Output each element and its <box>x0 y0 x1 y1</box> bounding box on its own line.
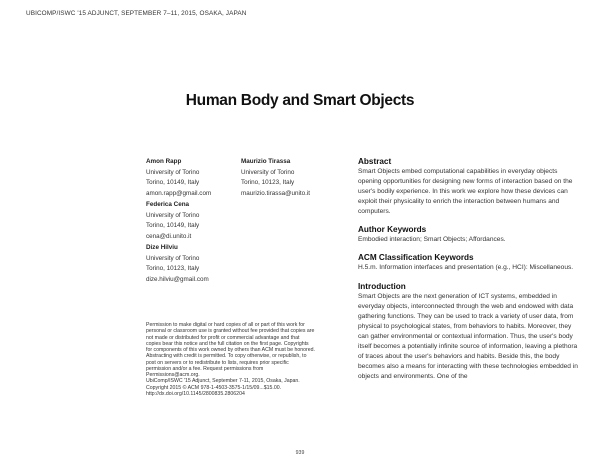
copyright-line: Copyright 2015 © ACM 978-1-4503-3575-1/15/09...$15.00. <box>146 384 282 391</box>
acm-classification-text: H.5.m. Information interfaces and presentation (e.g., HCI): Miscellaneous. <box>358 264 574 271</box>
copyright-line: http://dx.doi.org/10.1145/2800835.2806204 <box>146 390 245 397</box>
paper-title: Human Body and Smart Objects <box>185 92 415 109</box>
author-block <box>146 200 199 242</box>
author-name: Maurizio Tirassa <box>241 158 291 165</box>
copyright-notice <box>146 322 342 397</box>
introduction-text: Smart Objects are the next generation of ICT systems, embedded in everyday objects, interconnected through the web and endowed with data gathering functions. They can be used to track a variety of user data, from physical to psychological states, from behaviors to habits. Moreover, they can gather environmental or contextual information. Thus, the user's body itself becomes a potentially infinite source of information, leaving a plethora of traces about the user's behaviors and habits. Beside this, the body becomes also a means for interacting with these technologies embedded in objects and environments. One of the <box>358 293 578 380</box>
author-affiliation: University of Torino <box>146 211 200 219</box>
acm-classification-heading: ACM Classification Keywords <box>358 253 474 262</box>
copyright-line: for components of this work owned by others than ACM must be honored. <box>146 347 315 353</box>
copyright-line: UbiComp/ISWC '15 Adjunct, September 7-11, 2015, Osaka, Japan. <box>146 378 300 385</box>
author-email: dize.hilviu@gmail.com <box>146 275 209 283</box>
abstract-text: Smart Objects embed computational capabilities in everyday objects opening opportunities for designing new forms of interaction based on the user's bodily experience. In this work we explore how these devices can exploit their physicality to enrich the interaction between humans and computers. <box>358 168 573 215</box>
copyright-line: permission and/or a fee. Request permissions from <box>146 365 264 372</box>
page-number: 939 <box>295 450 305 456</box>
introduction-heading: Introduction <box>358 282 406 291</box>
author-name: Federica Cena <box>146 201 190 208</box>
author-block <box>241 157 310 199</box>
author-affiliation: University of Torino <box>146 168 200 176</box>
copyright-line: not made or distributed for profit or commercial advantage and that <box>146 334 300 341</box>
author-email: amon.rapp@gmail.com <box>146 189 212 197</box>
copyright-line: Abstracting with credit is permitted. To copy otherwise, or republish, to <box>146 353 307 360</box>
abstract-heading: Abstract <box>358 157 392 166</box>
author-address: Torino, 10123, Italy <box>146 265 200 273</box>
copyright-line: Permissions@acm.org. <box>146 372 200 378</box>
author-block <box>146 243 209 285</box>
author-address: Torino, 10123, Italy <box>241 179 295 187</box>
keywords-heading: Author Keywords <box>358 225 427 234</box>
author-block <box>146 157 211 199</box>
author-address: Torino, 10149, Italy <box>146 222 200 230</box>
author-name: Amon Rapp <box>146 158 182 165</box>
author-address: Torino, 10149, Italy <box>146 179 200 187</box>
running-header: UBICOMP/ISWC '15 ADJUNCT, SEPTEMBER 7–11, 2015, OSAKA, JAPAN <box>26 10 247 17</box>
author-email: maurizio.tirassa@unito.it <box>241 189 311 197</box>
author-name: Dize Hilviu <box>146 244 178 251</box>
copyright-line: copies bear this notice and the full citation on the first page. Copyrights <box>146 340 309 347</box>
keywords-text: Embodied interaction; Smart Objects; Affordances. <box>358 236 506 243</box>
author-affiliation: University of Torino <box>241 168 295 176</box>
right-column <box>358 157 580 382</box>
author-email: cena@di.unito.it <box>146 232 192 240</box>
author-affiliation: University of Torino <box>146 254 200 262</box>
copyright-line: personal or classroom use is granted without fee provided that copies are <box>146 328 315 335</box>
copyright-line: Permission to make digital or hard copies of all or part of this work for <box>146 322 305 328</box>
copyright-line: post on servers or to redistribute to lists, requires prior specific <box>146 359 289 366</box>
